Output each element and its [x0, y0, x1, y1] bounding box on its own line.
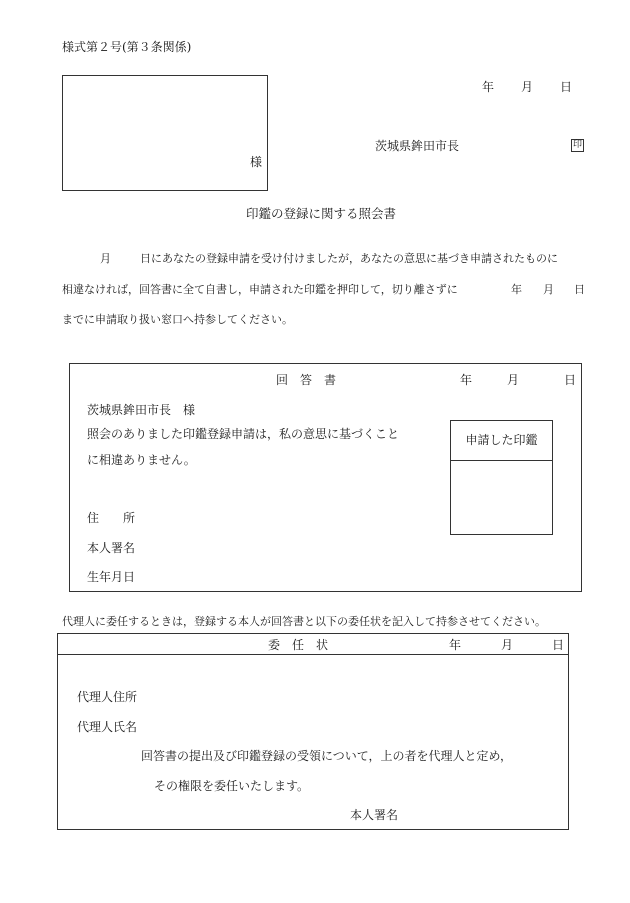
- applied-seal-box: [450, 420, 553, 535]
- body-line2-month: 月: [543, 283, 554, 296]
- delegation-note: 代理人に委任するときは，登録する本人が回答書と以下の委任状を記入して持参させてください。: [62, 615, 546, 628]
- reply-addressee: 茨城県鉾田市長 様: [87, 403, 196, 417]
- delegation-text-line1: 回答書の提出及び印鑑登録の受領について，上の者を代理人と定め，: [141, 749, 513, 763]
- body-line2-text: 相違なければ，回答書に全て自書し，申請された印鑑を押印して，切り離さずに: [62, 283, 458, 296]
- addressee-box: [62, 75, 268, 191]
- body-line1-text: 日にあなたの登録申請を受け付けましたが，あなたの意思に基づき申請されたものに: [140, 252, 558, 265]
- reply-month-label: 月: [507, 373, 520, 387]
- body-line2-day: 日: [574, 283, 585, 296]
- delegation-year-label: 年: [449, 638, 462, 652]
- agent-address-label: 代理人住所: [77, 690, 138, 704]
- reply-day-label: 日: [564, 373, 577, 387]
- delegation-text-line2: その権限を委任いたします。: [154, 779, 310, 793]
- applied-seal-label: 申請した印鑑: [465, 433, 538, 447]
- seal-mark-icon: 印: [572, 140, 582, 150]
- addressee-suffix: 様: [249, 155, 262, 169]
- reply-signature-label: 本人署名: [87, 541, 136, 555]
- issuer-name: 茨城県鉾田市長: [375, 139, 460, 153]
- page-title: 印鑑の登録に関する照会書: [246, 206, 397, 221]
- agent-name-label: 代理人氏名: [77, 720, 138, 734]
- delegation-day-label: 日: [552, 638, 565, 652]
- delegation-month-label: 月: [501, 638, 514, 652]
- reply-text-line2: に相違ありません。: [87, 453, 196, 467]
- header-year-label: 年: [482, 80, 495, 94]
- reply-birthdate-label: 生年月日: [87, 570, 136, 584]
- body-line1-month: 月: [100, 252, 111, 265]
- delegation-title: 委 任 状: [268, 638, 329, 652]
- reply-text-line1: 照会のありました印鑑登録申請は，私の意思に基づくこと: [87, 427, 400, 441]
- body-line2-year: 年: [511, 283, 522, 296]
- reply-title: 回 答 書: [276, 373, 337, 387]
- header-day-label: 日: [560, 80, 573, 94]
- reply-address-label: 住 所: [87, 511, 136, 525]
- reply-year-label: 年: [460, 373, 473, 387]
- principal-signature-label: 本人署名: [350, 808, 399, 822]
- delegation-header-divider: [58, 654, 568, 655]
- body-line3-text: までに申請取り扱い窓口へ持参してください。: [62, 313, 293, 326]
- reply-form-box: [69, 363, 582, 592]
- applied-seal-divider: [451, 460, 552, 461]
- delegation-form-box: [57, 633, 569, 830]
- form-number: 様式第２号(第３条関係): [62, 40, 192, 54]
- header-month-label: 月: [521, 80, 534, 94]
